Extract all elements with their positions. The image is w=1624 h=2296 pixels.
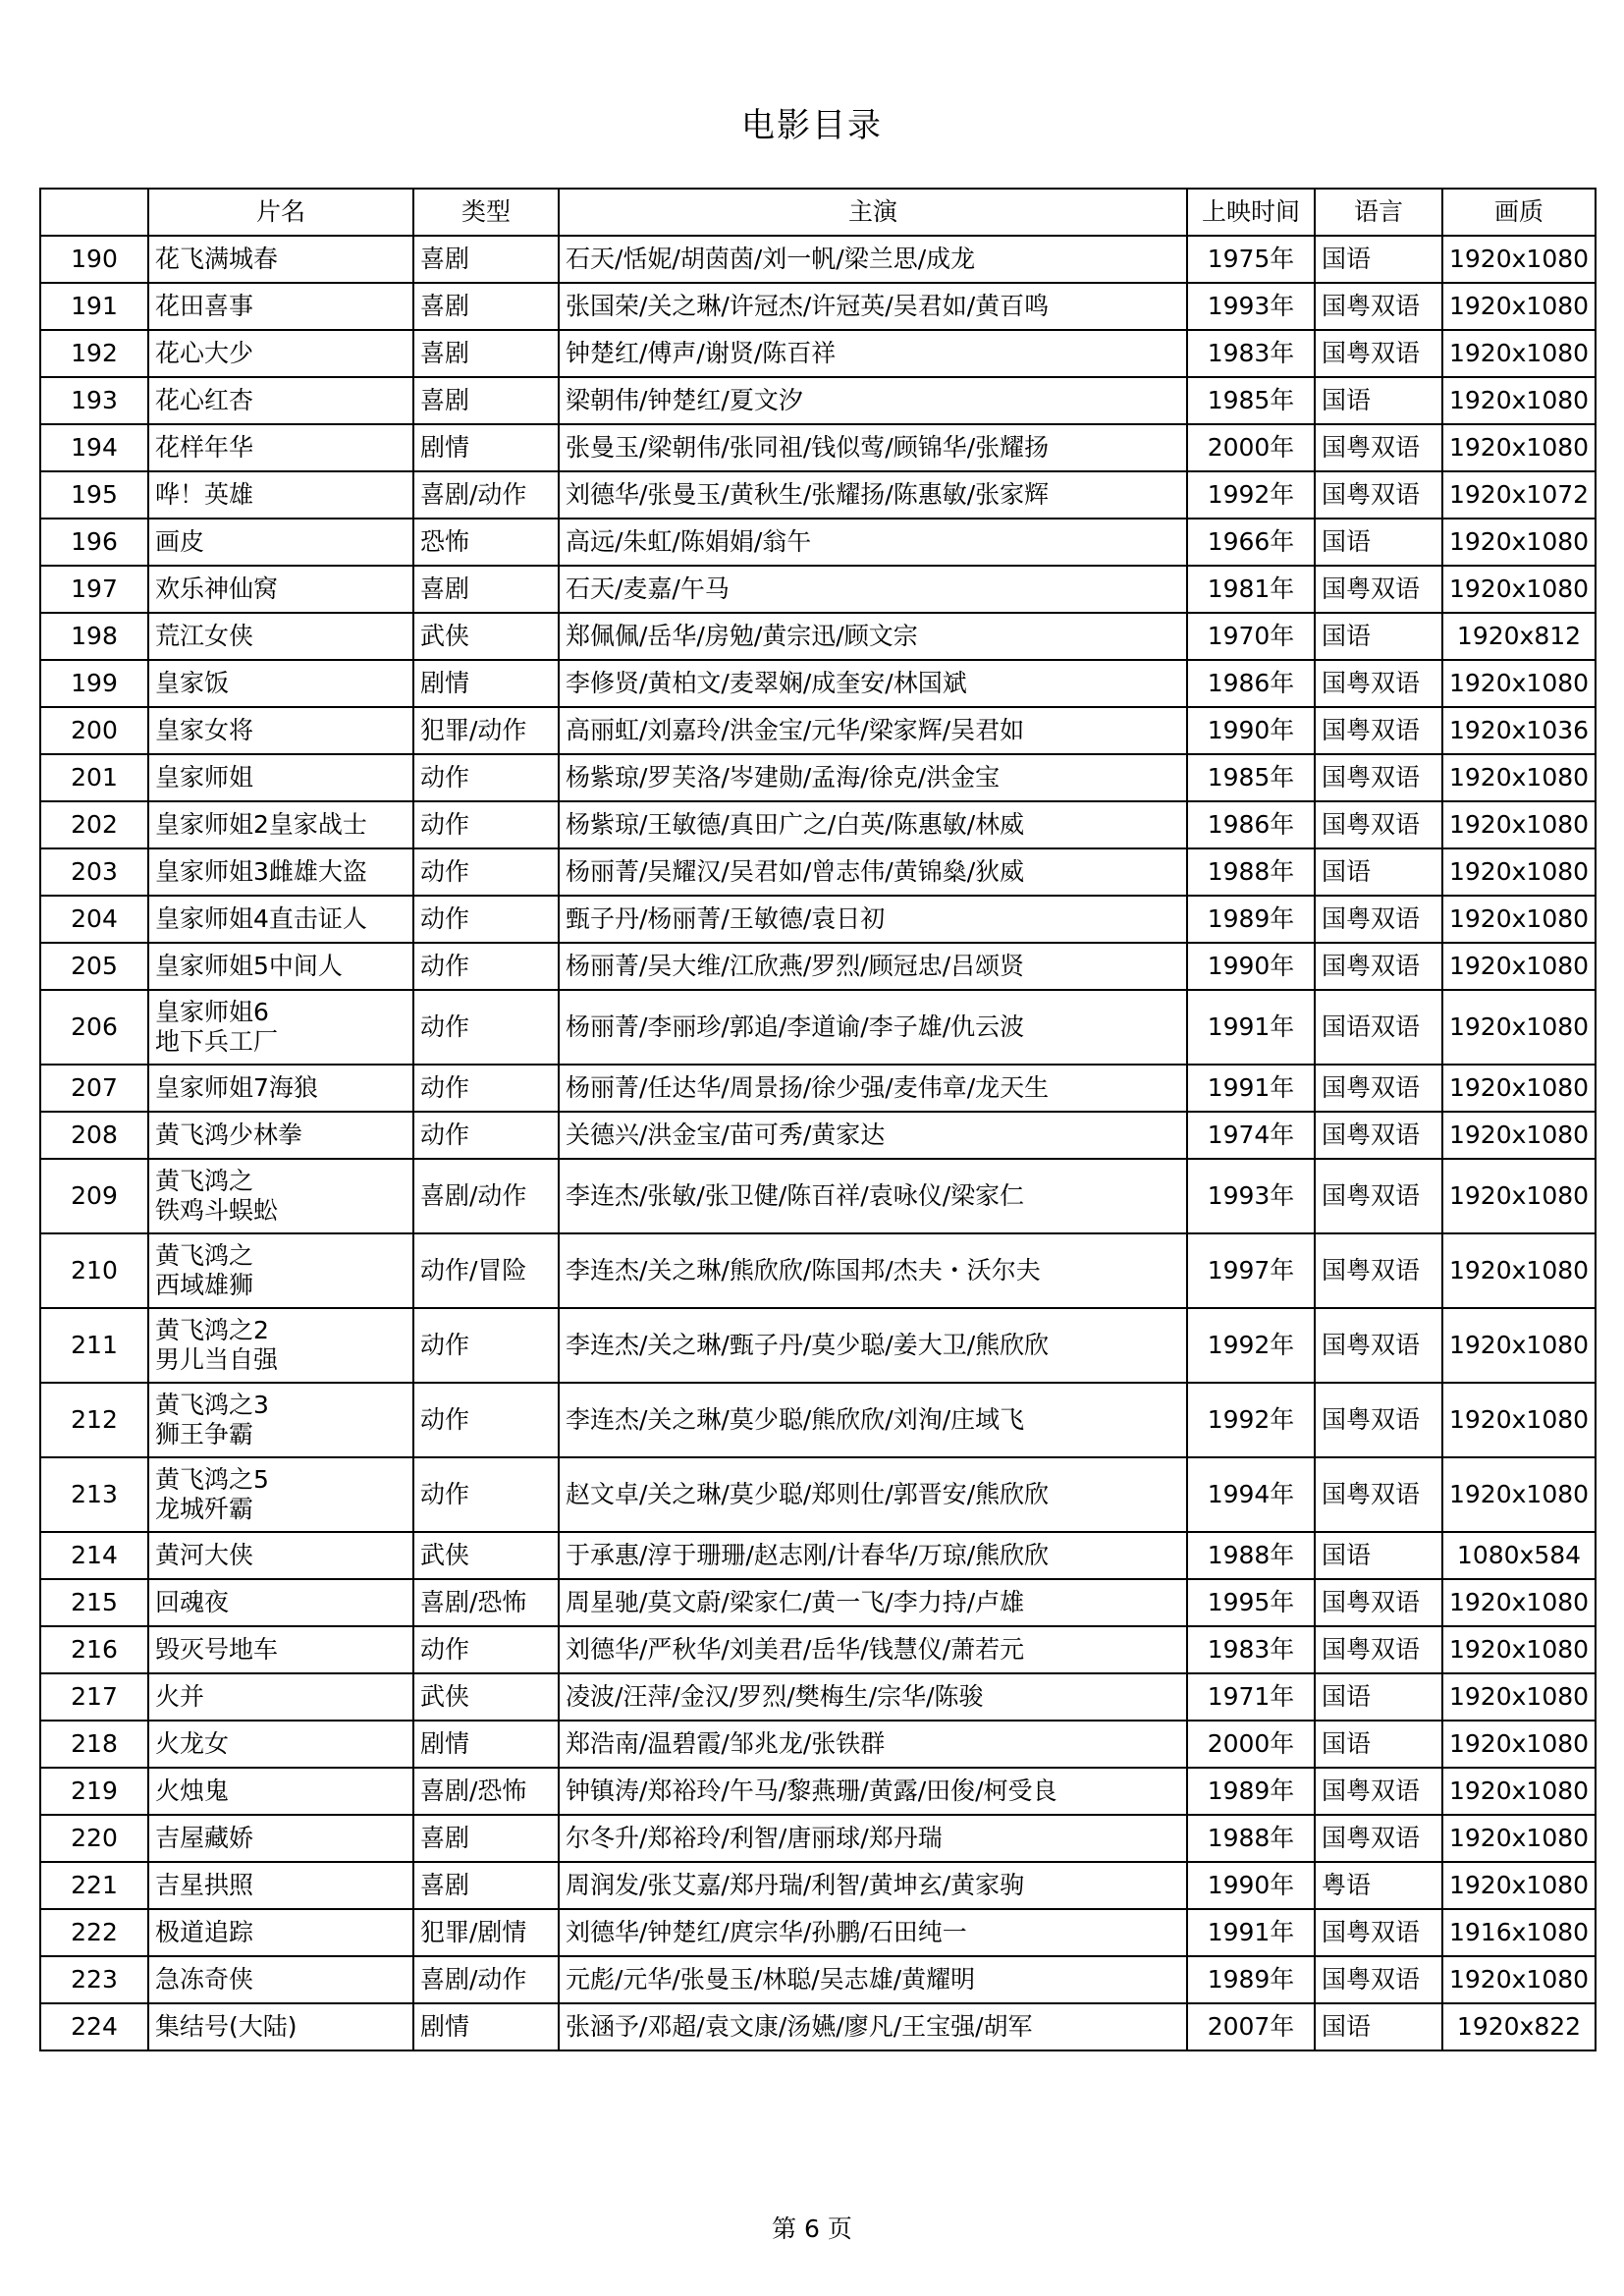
movie-language: 国粤双语 (1315, 1815, 1442, 1862)
header-quality: 画质 (1442, 189, 1596, 236)
table-row (40, 424, 1596, 471)
movie-genre: 动作 (413, 1065, 559, 1112)
movie-language: 国粤双语 (1315, 330, 1442, 377)
video-quality: 1920x1080 (1442, 424, 1596, 471)
release-year: 1992年 (1187, 471, 1315, 519)
video-quality: 1920x822 (1442, 2003, 1596, 2050)
video-quality: 1920x1036 (1442, 707, 1596, 754)
release-year: 2000年 (1187, 1721, 1315, 1768)
header-no (40, 189, 148, 236)
movie-genre: 喜剧/恐怖 (413, 1768, 559, 1815)
movie-cast: 关德兴/洪金宝/苗可秀/黄家达 (559, 1112, 1187, 1159)
release-year: 1990年 (1187, 943, 1315, 990)
table-row (40, 283, 1596, 330)
row-number: 192 (40, 330, 148, 377)
movie-genre: 剧情 (413, 660, 559, 707)
table-row (40, 990, 1596, 1065)
movie-title: 皇家师姐2皇家战士 (148, 801, 413, 848)
table-row (40, 707, 1596, 754)
video-quality: 1920x1080 (1442, 1112, 1596, 1159)
video-quality: 1920x1080 (1442, 1815, 1596, 1862)
row-number: 198 (40, 613, 148, 660)
movie-cast: 元彪/元华/张曼玉/林聪/吴志雄/黄耀明 (559, 1956, 1187, 2003)
release-year: 1986年 (1187, 660, 1315, 707)
table-row (40, 330, 1596, 377)
movie-language: 国粤双语 (1315, 424, 1442, 471)
page-number: 第 6 页 (772, 2214, 852, 2243)
table-row (40, 1112, 1596, 1159)
release-year: 1992年 (1187, 1308, 1315, 1383)
video-quality: 1080x584 (1442, 1532, 1596, 1579)
movie-cast: 钟楚红/傅声/谢贤/陈百祥 (559, 330, 1187, 377)
video-quality: 1916x1080 (1442, 1909, 1596, 1956)
table-row (40, 1308, 1596, 1383)
movie-title: 毁灭号地车 (148, 1626, 413, 1673)
video-quality: 1920x1080 (1442, 1721, 1596, 1768)
row-number: 205 (40, 943, 148, 990)
movie-genre: 喜剧 (413, 1862, 559, 1909)
row-number: 213 (40, 1457, 148, 1532)
movie-language: 国粤双语 (1315, 943, 1442, 990)
movie-title: 皇家师姐7海狼 (148, 1065, 413, 1112)
movie-title: 皇家师姐6 地下兵工厂 (148, 990, 413, 1065)
row-number: 219 (40, 1768, 148, 1815)
movie-title: 皇家师姐4直击证人 (148, 896, 413, 943)
header-cast: 主演 (559, 189, 1187, 236)
movie-language: 国语 (1315, 519, 1442, 566)
movie-language: 国粤双语 (1315, 1579, 1442, 1626)
movie-language: 国粤双语 (1315, 1457, 1442, 1532)
movie-cast: 张国荣/关之琳/许冠杰/许冠英/吴君如/黄百鸣 (559, 283, 1187, 330)
movie-cast: 杨紫琼/罗芙洛/岑建勋/孟海/徐克/洪金宝 (559, 754, 1187, 801)
movie-language: 国语 (1315, 1532, 1442, 1579)
table-row (40, 1626, 1596, 1673)
movie-title: 皇家女将 (148, 707, 413, 754)
release-year: 1988年 (1187, 1815, 1315, 1862)
row-number: 193 (40, 377, 148, 424)
row-number: 214 (40, 1532, 148, 1579)
movie-cast: 高丽虹/刘嘉玲/洪金宝/元华/梁家辉/吴君如 (559, 707, 1187, 754)
release-year: 1988年 (1187, 848, 1315, 896)
release-year: 1971年 (1187, 1673, 1315, 1721)
table-row (40, 1673, 1596, 1721)
movie-genre: 武侠 (413, 613, 559, 660)
release-year: 1974年 (1187, 1112, 1315, 1159)
row-number: 203 (40, 848, 148, 896)
release-year: 1988年 (1187, 1532, 1315, 1579)
movie-cast: 刘德华/严秋华/刘美君/岳华/钱慧仪/萧若元 (559, 1626, 1187, 1673)
movie-language: 国粤双语 (1315, 1909, 1442, 1956)
video-quality: 1920x1080 (1442, 377, 1596, 424)
row-number: 209 (40, 1159, 148, 1233)
row-number: 196 (40, 519, 148, 566)
movie-language: 国语 (1315, 236, 1442, 283)
movie-title: 火烛鬼 (148, 1768, 413, 1815)
movie-genre: 动作 (413, 1308, 559, 1383)
video-quality: 1920x1080 (1442, 660, 1596, 707)
movie-cast: 钟镇涛/郑裕玲/午马/黎燕珊/黄露/田俊/柯受良 (559, 1768, 1187, 1815)
movie-title: 吉星拱照 (148, 1862, 413, 1909)
movie-cast: 杨丽菁/吴大维/江欣燕/罗烈/顾冠忠/吕颂贤 (559, 943, 1187, 990)
table-row (40, 471, 1596, 519)
movie-language: 国粤双语 (1315, 1308, 1442, 1383)
movie-genre: 喜剧/动作 (413, 471, 559, 519)
release-year: 1986年 (1187, 801, 1315, 848)
movie-title: 黄飞鸿之2 男儿当自强 (148, 1308, 413, 1383)
movie-genre: 动作 (413, 801, 559, 848)
release-year: 1995年 (1187, 1579, 1315, 1626)
release-year: 1985年 (1187, 377, 1315, 424)
video-quality: 1920x1080 (1442, 1159, 1596, 1233)
release-year: 1989年 (1187, 1768, 1315, 1815)
page-title: 电影目录 (741, 106, 883, 145)
movie-title: 黄飞鸿少林拳 (148, 1112, 413, 1159)
movie-title: 皇家师姐3雌雄大盗 (148, 848, 413, 896)
movie-cast: 刘德华/钟楚红/庹宗华/孙鹏/石田纯一 (559, 1909, 1187, 1956)
row-number: 211 (40, 1308, 148, 1383)
row-number: 194 (40, 424, 148, 471)
movie-cast: 李修贤/黄柏文/麦翠娴/成奎安/林国斌 (559, 660, 1187, 707)
table-row (40, 1532, 1596, 1579)
row-number: 201 (40, 754, 148, 801)
release-year: 1966年 (1187, 519, 1315, 566)
row-number: 221 (40, 1862, 148, 1909)
movie-cast: 梁朝伟/钟楚红/夏文汐 (559, 377, 1187, 424)
movie-language: 国语 (1315, 1673, 1442, 1721)
video-quality: 1920x1080 (1442, 754, 1596, 801)
movie-cast: 尔冬升/郑裕玲/利智/唐丽球/郑丹瑞 (559, 1815, 1187, 1862)
release-year: 1991年 (1187, 990, 1315, 1065)
row-number: 207 (40, 1065, 148, 1112)
movie-genre: 喜剧/动作 (413, 1159, 559, 1233)
movie-genre: 动作/冒险 (413, 1233, 559, 1308)
video-quality: 1920x1080 (1442, 1862, 1596, 1909)
movie-genre: 动作 (413, 1626, 559, 1673)
movie-language: 国粤双语 (1315, 471, 1442, 519)
row-number: 200 (40, 707, 148, 754)
movie-title: 黄飞鸿之 西域雄狮 (148, 1233, 413, 1308)
movie-cast: 杨丽菁/吴耀汉/吴君如/曾志伟/黄锦燊/狄威 (559, 848, 1187, 896)
movie-title: 黄飞鸿之5 龙城歼霸 (148, 1457, 413, 1532)
video-quality: 1920x1080 (1442, 236, 1596, 283)
header-year: 上映时间 (1187, 189, 1315, 236)
release-year: 1997年 (1187, 1233, 1315, 1308)
movie-cast: 周润发/张艾嘉/郑丹瑞/利智/黄坤玄/黄家驹 (559, 1862, 1187, 1909)
movie-title: 黄河大侠 (148, 1532, 413, 1579)
table-row (40, 1579, 1596, 1626)
release-year: 1985年 (1187, 754, 1315, 801)
movie-title: 火龙女 (148, 1721, 413, 1768)
movie-language: 国粤双语 (1315, 660, 1442, 707)
movie-title: 花飞满城春 (148, 236, 413, 283)
movie-title: 花心红杏 (148, 377, 413, 424)
table-row (40, 613, 1596, 660)
movie-language: 国粤双语 (1315, 1159, 1442, 1233)
table-row (40, 377, 1596, 424)
video-quality: 1920x1080 (1442, 330, 1596, 377)
movie-genre: 动作 (413, 1457, 559, 1532)
movie-genre: 喜剧 (413, 236, 559, 283)
video-quality: 1920x1080 (1442, 1233, 1596, 1308)
video-quality: 1920x1080 (1442, 1457, 1596, 1532)
table-row (40, 848, 1596, 896)
release-year: 1993年 (1187, 1159, 1315, 1233)
table-row (40, 1721, 1596, 1768)
movie-cast: 凌波/汪萍/金汉/罗烈/樊梅生/宗华/陈骏 (559, 1673, 1187, 1721)
release-year: 1989年 (1187, 896, 1315, 943)
movie-cast: 刘德华/张曼玉/黄秋生/张耀扬/陈惠敏/张家辉 (559, 471, 1187, 519)
table-row (40, 1383, 1596, 1457)
release-year: 1992年 (1187, 1383, 1315, 1457)
movie-cast: 于承惠/淳于珊珊/赵志刚/计春华/万琼/熊欣欣 (559, 1532, 1187, 1579)
video-quality: 1920x1080 (1442, 990, 1596, 1065)
movie-cast: 李连杰/关之琳/甄子丹/莫少聪/姜大卫/熊欣欣 (559, 1308, 1187, 1383)
movie-cast: 杨丽菁/任达华/周景扬/徐少强/麦伟章/龙天生 (559, 1065, 1187, 1112)
video-quality: 1920x1080 (1442, 519, 1596, 566)
movie-cast: 周星驰/莫文蔚/梁家仁/黄一飞/李力持/卢雄 (559, 1579, 1187, 1626)
video-quality: 1920x1080 (1442, 1626, 1596, 1673)
movie-genre: 喜剧/动作 (413, 1956, 559, 2003)
movie-cast: 李连杰/关之琳/熊欣欣/陈国邦/杰夫・沃尔夫 (559, 1233, 1187, 1308)
row-number: 212 (40, 1383, 148, 1457)
movie-title: 黄飞鸿之 铁鸡斗蜈蚣 (148, 1159, 413, 1233)
table-row (40, 1956, 1596, 2003)
table-row (40, 660, 1596, 707)
movie-language: 国粤双语 (1315, 1233, 1442, 1308)
video-quality: 1920x1080 (1442, 1065, 1596, 1112)
movie-title: 画皮 (148, 519, 413, 566)
movie-genre: 恐怖 (413, 519, 559, 566)
row-number: 195 (40, 471, 148, 519)
movie-genre: 动作 (413, 896, 559, 943)
movie-genre: 剧情 (413, 2003, 559, 2050)
movie-language: 国粤双语 (1315, 707, 1442, 754)
table-row (40, 1065, 1596, 1112)
table-row (40, 519, 1596, 566)
movie-title: 欢乐神仙窝 (148, 566, 413, 613)
movie-cast: 张曼玉/梁朝伟/张同祖/钱似莺/顾锦华/张耀扬 (559, 424, 1187, 471)
movie-genre: 剧情 (413, 424, 559, 471)
movie-genre: 动作 (413, 1112, 559, 1159)
row-number: 224 (40, 2003, 148, 2050)
release-year: 1990年 (1187, 707, 1315, 754)
movie-title: 荒江女侠 (148, 613, 413, 660)
table-header-row (40, 189, 1596, 236)
movie-language: 国粤双语 (1315, 896, 1442, 943)
movie-title: 花心大少 (148, 330, 413, 377)
video-quality: 1920x1080 (1442, 1579, 1596, 1626)
table-row (40, 896, 1596, 943)
movie-cast: 高远/朱虹/陈娟娟/翁午 (559, 519, 1187, 566)
movie-language: 国粤双语 (1315, 1956, 1442, 2003)
video-quality: 1920x1080 (1442, 1956, 1596, 2003)
movie-language: 国粤双语 (1315, 1383, 1442, 1457)
movie-language: 国粤双语 (1315, 1626, 1442, 1673)
video-quality: 1920x1080 (1442, 1383, 1596, 1457)
table-row (40, 236, 1596, 283)
release-year: 2000年 (1187, 424, 1315, 471)
header-name: 片名 (148, 189, 413, 236)
movie-genre: 动作 (413, 1383, 559, 1457)
movie-language: 国粤双语 (1315, 283, 1442, 330)
movie-cast: 张涵予/邓超/袁文康/汤嬿/廖凡/王宝强/胡军 (559, 2003, 1187, 2050)
release-year: 1981年 (1187, 566, 1315, 613)
table-row (40, 943, 1596, 990)
movie-genre: 喜剧 (413, 566, 559, 613)
table-row (40, 1909, 1596, 1956)
movie-language: 粤语 (1315, 1862, 1442, 1909)
video-quality: 1920x1072 (1442, 471, 1596, 519)
movie-cast: 赵文卓/关之琳/莫少聪/郑则仕/郭晋安/熊欣欣 (559, 1457, 1187, 1532)
movie-title: 回魂夜 (148, 1579, 413, 1626)
movie-cast: 杨丽菁/李丽珍/郭追/李道谕/李子雄/仇云波 (559, 990, 1187, 1065)
table-row (40, 2003, 1596, 2050)
header-genre: 类型 (413, 189, 559, 236)
release-year: 1983年 (1187, 330, 1315, 377)
movie-genre: 动作 (413, 990, 559, 1065)
movie-cast: 杨紫琼/王敏德/真田广之/白英/陈惠敏/林威 (559, 801, 1187, 848)
release-year: 2007年 (1187, 2003, 1315, 2050)
video-quality: 1920x1080 (1442, 566, 1596, 613)
movie-language: 国语 (1315, 377, 1442, 424)
table-row (40, 1457, 1596, 1532)
movie-language: 国语 (1315, 613, 1442, 660)
release-year: 1991年 (1187, 1909, 1315, 1956)
release-year: 1970年 (1187, 613, 1315, 660)
release-year: 1991年 (1187, 1065, 1315, 1112)
row-number: 197 (40, 566, 148, 613)
release-year: 1993年 (1187, 283, 1315, 330)
release-year: 1989年 (1187, 1956, 1315, 2003)
movie-cast: 李连杰/关之琳/莫少聪/熊欣欣/刘洵/庄域飞 (559, 1383, 1187, 1457)
movie-genre: 喜剧/恐怖 (413, 1579, 559, 1626)
table-row (40, 1233, 1596, 1308)
row-number: 199 (40, 660, 148, 707)
movie-language: 国粤双语 (1315, 1768, 1442, 1815)
row-number: 204 (40, 896, 148, 943)
video-quality: 1920x812 (1442, 613, 1596, 660)
row-number: 190 (40, 236, 148, 283)
movie-genre: 犯罪/剧情 (413, 1909, 559, 1956)
movie-title: 花样年华 (148, 424, 413, 471)
row-number: 208 (40, 1112, 148, 1159)
table-row (40, 1159, 1596, 1233)
video-quality: 1920x1080 (1442, 896, 1596, 943)
movie-language: 国语双语 (1315, 990, 1442, 1065)
table-body (40, 236, 1596, 2050)
video-quality: 1920x1080 (1442, 943, 1596, 990)
movie-language: 国粤双语 (1315, 754, 1442, 801)
movie-genre: 动作 (413, 848, 559, 896)
movie-title: 皇家师姐 (148, 754, 413, 801)
movie-genre: 喜剧 (413, 377, 559, 424)
movie-title: 急冻奇侠 (148, 1956, 413, 2003)
row-number: 223 (40, 1956, 148, 2003)
header-language: 语言 (1315, 189, 1442, 236)
movie-cast: 石天/麦嘉/午马 (559, 566, 1187, 613)
movie-language: 国语 (1315, 2003, 1442, 2050)
movie-genre: 喜剧 (413, 330, 559, 377)
movie-cast: 石天/恬妮/胡茵茵/刘一帆/梁兰思/成龙 (559, 236, 1187, 283)
movie-genre: 剧情 (413, 1721, 559, 1768)
table-row (40, 1862, 1596, 1909)
movie-genre: 犯罪/动作 (413, 707, 559, 754)
movie-title: 极道追踪 (148, 1909, 413, 1956)
movie-title: 花田喜事 (148, 283, 413, 330)
release-year: 1975年 (1187, 236, 1315, 283)
row-number: 191 (40, 283, 148, 330)
row-number: 210 (40, 1233, 148, 1308)
movie-cast: 郑佩佩/岳华/房勉/黄宗迅/顾文宗 (559, 613, 1187, 660)
row-number: 206 (40, 990, 148, 1065)
movie-title: 火并 (148, 1673, 413, 1721)
movie-cast: 甄子丹/杨丽菁/王敏德/袁日初 (559, 896, 1187, 943)
row-number: 220 (40, 1815, 148, 1862)
movie-genre: 喜剧 (413, 283, 559, 330)
movie-table (39, 188, 1597, 2051)
movie-genre: 动作 (413, 754, 559, 801)
movie-genre: 武侠 (413, 1673, 559, 1721)
release-year: 1983年 (1187, 1626, 1315, 1673)
movie-genre: 动作 (413, 943, 559, 990)
release-year: 1994年 (1187, 1457, 1315, 1532)
row-number: 202 (40, 801, 148, 848)
video-quality: 1920x1080 (1442, 283, 1596, 330)
movie-language: 国语 (1315, 1721, 1442, 1768)
movie-title: 哗！英雄 (148, 471, 413, 519)
movie-title: 皇家饭 (148, 660, 413, 707)
row-number: 217 (40, 1673, 148, 1721)
movie-language: 国粤双语 (1315, 1112, 1442, 1159)
movie-language: 国粤双语 (1315, 566, 1442, 613)
video-quality: 1920x1080 (1442, 848, 1596, 896)
row-number: 215 (40, 1579, 148, 1626)
movie-cast: 李连杰/张敏/张卫健/陈百祥/袁咏仪/梁家仁 (559, 1159, 1187, 1233)
movie-genre: 武侠 (413, 1532, 559, 1579)
movie-title: 皇家师姐5中间人 (148, 943, 413, 990)
movie-cast: 郑浩南/温碧霞/邹兆龙/张铁群 (559, 1721, 1187, 1768)
video-quality: 1920x1080 (1442, 1673, 1596, 1721)
movie-language: 国语 (1315, 848, 1442, 896)
movie-title: 吉屋藏娇 (148, 1815, 413, 1862)
video-quality: 1920x1080 (1442, 801, 1596, 848)
table-row (40, 1768, 1596, 1815)
row-number: 216 (40, 1626, 148, 1673)
table-row (40, 566, 1596, 613)
table-row (40, 1815, 1596, 1862)
movie-title: 黄飞鸿之3 狮王争霸 (148, 1383, 413, 1457)
release-year: 1990年 (1187, 1862, 1315, 1909)
movie-genre: 喜剧 (413, 1815, 559, 1862)
row-number: 222 (40, 1909, 148, 1956)
movie-language: 国粤双语 (1315, 801, 1442, 848)
table-row (40, 801, 1596, 848)
movie-title: 集结号(大陆) (148, 2003, 413, 2050)
video-quality: 1920x1080 (1442, 1768, 1596, 1815)
table-row (40, 754, 1596, 801)
movie-language: 国粤双语 (1315, 1065, 1442, 1112)
row-number: 218 (40, 1721, 148, 1768)
video-quality: 1920x1080 (1442, 1308, 1596, 1383)
